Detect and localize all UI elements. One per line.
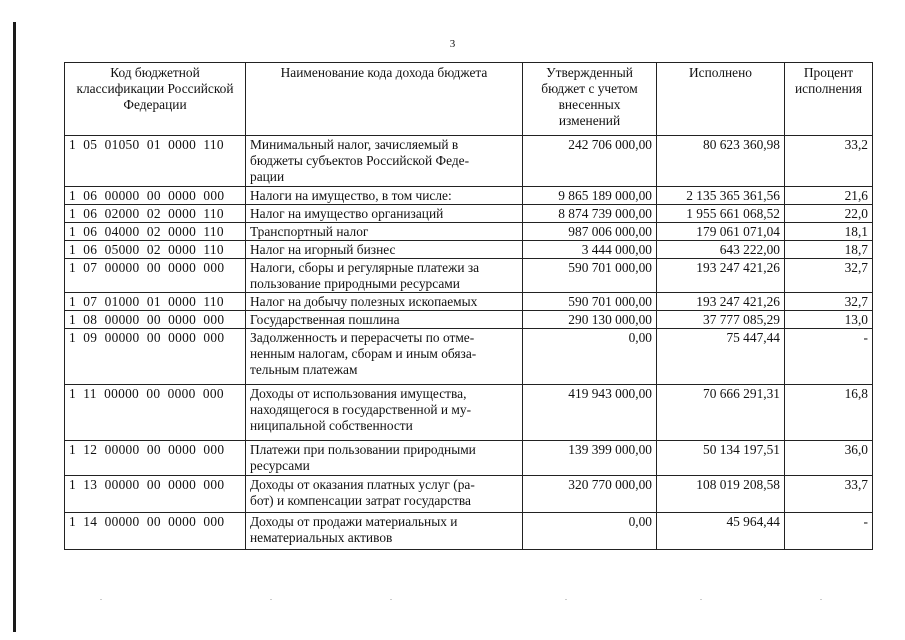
row-code: 1 07 00000 00 0000 000: [65, 259, 246, 293]
row-approved: 242 706 000,00: [523, 136, 657, 187]
header-approved: Утвержденный бюджет с учетом внесенных изменений: [523, 63, 657, 136]
row-executed: 179 061 071,04: [657, 223, 785, 241]
page-number: 3: [449, 38, 456, 50]
table-row: [65, 259, 873, 293]
row-code: 1 08 00000 00 0000 000: [65, 311, 246, 329]
row-name: Налог на добычу полезных ископаемых: [246, 293, 523, 311]
row-approved: 0,00: [523, 329, 657, 385]
row-approved: 320 770 000,00: [523, 476, 657, 513]
row-percent: 22,0: [785, 205, 873, 223]
row-name: Задолженность и перерасчеты по отме- ненным налогам, сборам и иным обяза- тельным платежам: [246, 329, 523, 385]
row-percent: 16,8: [785, 385, 873, 441]
row-percent: 18,7: [785, 241, 873, 259]
table-row: [65, 136, 873, 187]
row-percent: 33,2: [785, 136, 873, 187]
table-row: [65, 476, 873, 513]
row-executed: 37 777 085,29: [657, 311, 785, 329]
row-executed: 2 135 365 361,56: [657, 187, 785, 205]
row-percent: 36,0: [785, 441, 873, 476]
row-percent: -: [785, 329, 873, 385]
header-name: Наименование кода дохода бюджета: [246, 63, 523, 136]
header-percent: Процент исполнения: [785, 63, 873, 136]
row-approved: 139 399 000,00: [523, 441, 657, 476]
header-executed: Исполнено: [657, 63, 785, 136]
row-percent: -: [785, 513, 873, 550]
row-code: 1 12 00000 00 0000 000: [65, 441, 246, 476]
row-percent: 13,0: [785, 311, 873, 329]
table-row: [65, 329, 873, 385]
row-code: 1 13 00000 00 0000 000: [65, 476, 246, 513]
row-code: 1 06 00000 00 0000 000: [65, 187, 246, 205]
row-percent: 33,7: [785, 476, 873, 513]
table-row: [65, 205, 873, 223]
row-approved: 8 874 739 000,00: [523, 205, 657, 223]
row-executed: 193 247 421,26: [657, 259, 785, 293]
row-code: 1 14 00000 00 0000 000: [65, 513, 246, 550]
row-name: Доходы от оказания платных услуг (ра- бот) и компенсации затрат государства: [246, 476, 523, 513]
row-executed: 45 964,44: [657, 513, 785, 550]
row-approved: 590 701 000,00: [523, 259, 657, 293]
row-approved: 590 701 000,00: [523, 293, 657, 311]
table-row: [65, 223, 873, 241]
row-executed: 108 019 208,58: [657, 476, 785, 513]
row-name: Государственная пошлина: [246, 311, 523, 329]
row-approved: 290 130 000,00: [523, 311, 657, 329]
row-percent: 32,7: [785, 259, 873, 293]
table-header-row: [65, 63, 873, 136]
header-code: Код бюджетной классификации Российской Федерации: [65, 63, 246, 136]
budget-revenue-table: [64, 62, 873, 550]
table-row: [65, 441, 873, 476]
scan-noise: [60, 598, 850, 602]
row-code: 1 06 05000 02 0000 110: [65, 241, 246, 259]
row-name: Доходы от продажи материальных и нематериальных активов: [246, 513, 523, 550]
row-name: Минимальный налог, зачисляемый в бюджеты субъектов Российской Феде- рации: [246, 136, 523, 187]
row-code: 1 11 00000 00 0000 000: [65, 385, 246, 441]
row-name: Налог на игорный бизнес: [246, 241, 523, 259]
table-row: [65, 513, 873, 550]
row-percent: 32,7: [785, 293, 873, 311]
table-row: [65, 385, 873, 441]
row-name: Доходы от использования имущества, находящегося в государственной и му- ниципальной собственности: [246, 385, 523, 441]
row-name: Налог на имущество организаций: [246, 205, 523, 223]
row-code: 1 05 01050 01 0000 110: [65, 136, 246, 187]
row-name: Платежи при пользовании природными ресурсами: [246, 441, 523, 476]
table-row: [65, 293, 873, 311]
row-approved: 9 865 189 000,00: [523, 187, 657, 205]
row-executed: 193 247 421,26: [657, 293, 785, 311]
row-code: 1 07 01000 01 0000 110: [65, 293, 246, 311]
row-code: 1 06 02000 02 0000 110: [65, 205, 246, 223]
row-name: Налоги, сборы и регулярные платежи за пользование природными ресурсами: [246, 259, 523, 293]
row-executed: 50 134 197,51: [657, 441, 785, 476]
row-executed: 80 623 360,98: [657, 136, 785, 187]
table-row: [65, 187, 873, 205]
row-approved: 419 943 000,00: [523, 385, 657, 441]
row-executed: 70 666 291,31: [657, 385, 785, 441]
row-name: Налоги на имущество, в том числе:: [246, 187, 523, 205]
row-code: 1 06 04000 02 0000 110: [65, 223, 246, 241]
table-row: [65, 241, 873, 259]
row-approved: 987 006 000,00: [523, 223, 657, 241]
table-body: [65, 136, 873, 550]
row-approved: 3 444 000,00: [523, 241, 657, 259]
row-executed: 75 447,44: [657, 329, 785, 385]
row-code: 1 09 00000 00 0000 000: [65, 329, 246, 385]
row-percent: 18,1: [785, 223, 873, 241]
row-executed: 1 955 661 068,52: [657, 205, 785, 223]
row-name: Транспортный налог: [246, 223, 523, 241]
row-percent: 21,6: [785, 187, 873, 205]
table-row: [65, 311, 873, 329]
row-executed: 643 222,00: [657, 241, 785, 259]
scan-edge-bar: [13, 22, 16, 632]
row-approved: 0,00: [523, 513, 657, 550]
